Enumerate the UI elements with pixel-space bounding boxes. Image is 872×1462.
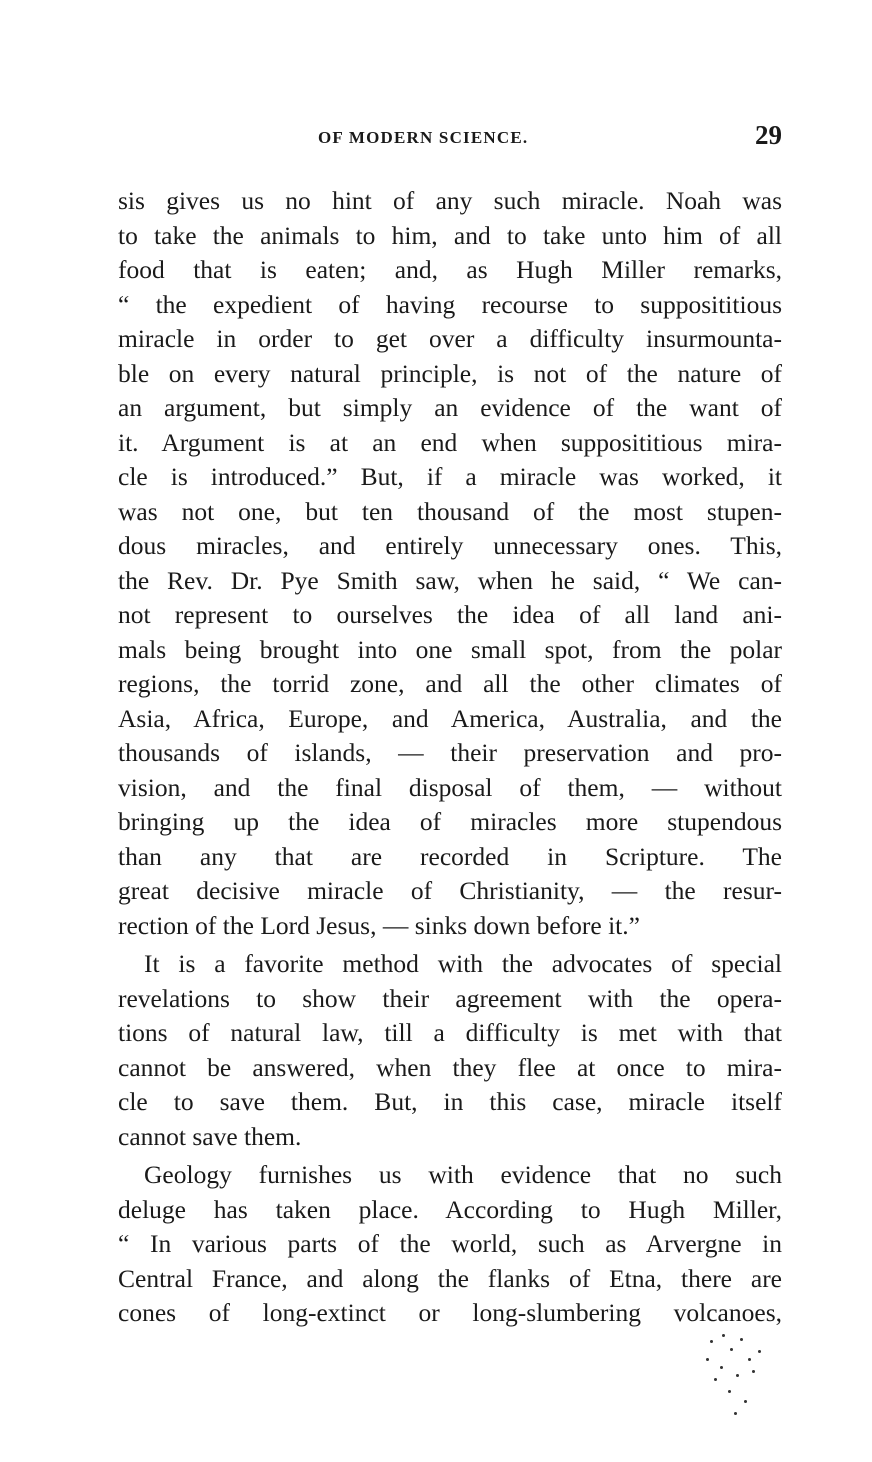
paragraph [118, 1158, 782, 1331]
text-line: ble on every natural principle, is not of the nature of [118, 358, 782, 388]
text-line: cle is introduced.” But, if a miracle was worked, it [118, 462, 782, 491]
text-line: Central France, and along the flanks of Etna, there are [118, 1263, 782, 1293]
text-line: “ In various parts of the world, such as Arvergne in [118, 1229, 782, 1258]
text-line: cle to save them. But, in this case, miracle itself [118, 1087, 782, 1116]
text-line: dous miracles, and entirely unnecessary ones. This, [118, 531, 782, 560]
text-line: bringing up the idea of miracles more stupendous [118, 807, 782, 836]
paragraph [118, 184, 782, 943]
text-line: mals being brought into one small spot, from the polar [118, 634, 782, 664]
text-line: revelations to show their agreement with the opera- [118, 983, 782, 1013]
page-body [118, 184, 782, 1335]
text-line: cones of long-extinct or long-slumbering volcanoes, [118, 1298, 782, 1327]
text-line: great decisive miracle of Christianity, — the resur- [118, 876, 782, 905]
text-line: vision, and the final disposal of them, — without [118, 772, 782, 802]
text-line: It is a favorite method with the advocates of special [144, 949, 782, 978]
text-line: Asia, Africa, Europe, and America, Australia, and the [118, 703, 782, 733]
text-line: rection of the Lord Jesus, — sinks down before it.” [118, 910, 640, 940]
text-line: deluge has taken place. According to Hugh Miller, [118, 1194, 782, 1224]
running-header [118, 120, 782, 154]
text-line: it. Argument is at an end when supposititious mira- [118, 427, 782, 457]
paragraph [118, 947, 782, 1154]
text-line: Geology furnishes us with evidence that no such [144, 1160, 782, 1189]
text-line: the Rev. Dr. Pye Smith saw, when he said, “ We can- [118, 565, 782, 595]
text-line: not represent to ourselves the idea of all land ani- [118, 600, 782, 629]
text-line: was not one, but ten thousand of the most stupen- [118, 496, 782, 526]
text-line: regions, the torrid zone, and all the other climates of [118, 669, 782, 698]
text-line: thousands of islands, — their preservation and pro- [118, 738, 782, 767]
text-line: to take the animals to him, and to take unto him of all [118, 220, 782, 250]
page-number: 29 [755, 120, 782, 150]
text-line: “ the expedient of having recourse to supposititious [118, 289, 782, 319]
scan-speckle-marks [700, 1330, 770, 1420]
text-line: sis gives us no hint of any such miracle. Noah was [118, 186, 782, 215]
text-line: tions of natural law, till a difficulty is met with that [118, 1018, 782, 1047]
text-line: cannot be answered, when they flee at once to mira- [118, 1052, 782, 1082]
text-line: food that is eaten; and, as Hugh Miller remarks, [118, 255, 782, 284]
running-title: OF MODERN SCIENCE. [318, 128, 529, 147]
text-line: an argument, but simply an evidence of the want of [118, 393, 782, 422]
text-line: miracle in order to get over a difficulty insurmounta- [118, 324, 782, 353]
text-line: than any that are recorded in Scripture. The [118, 841, 782, 871]
text-line: cannot save them. [118, 1121, 302, 1151]
